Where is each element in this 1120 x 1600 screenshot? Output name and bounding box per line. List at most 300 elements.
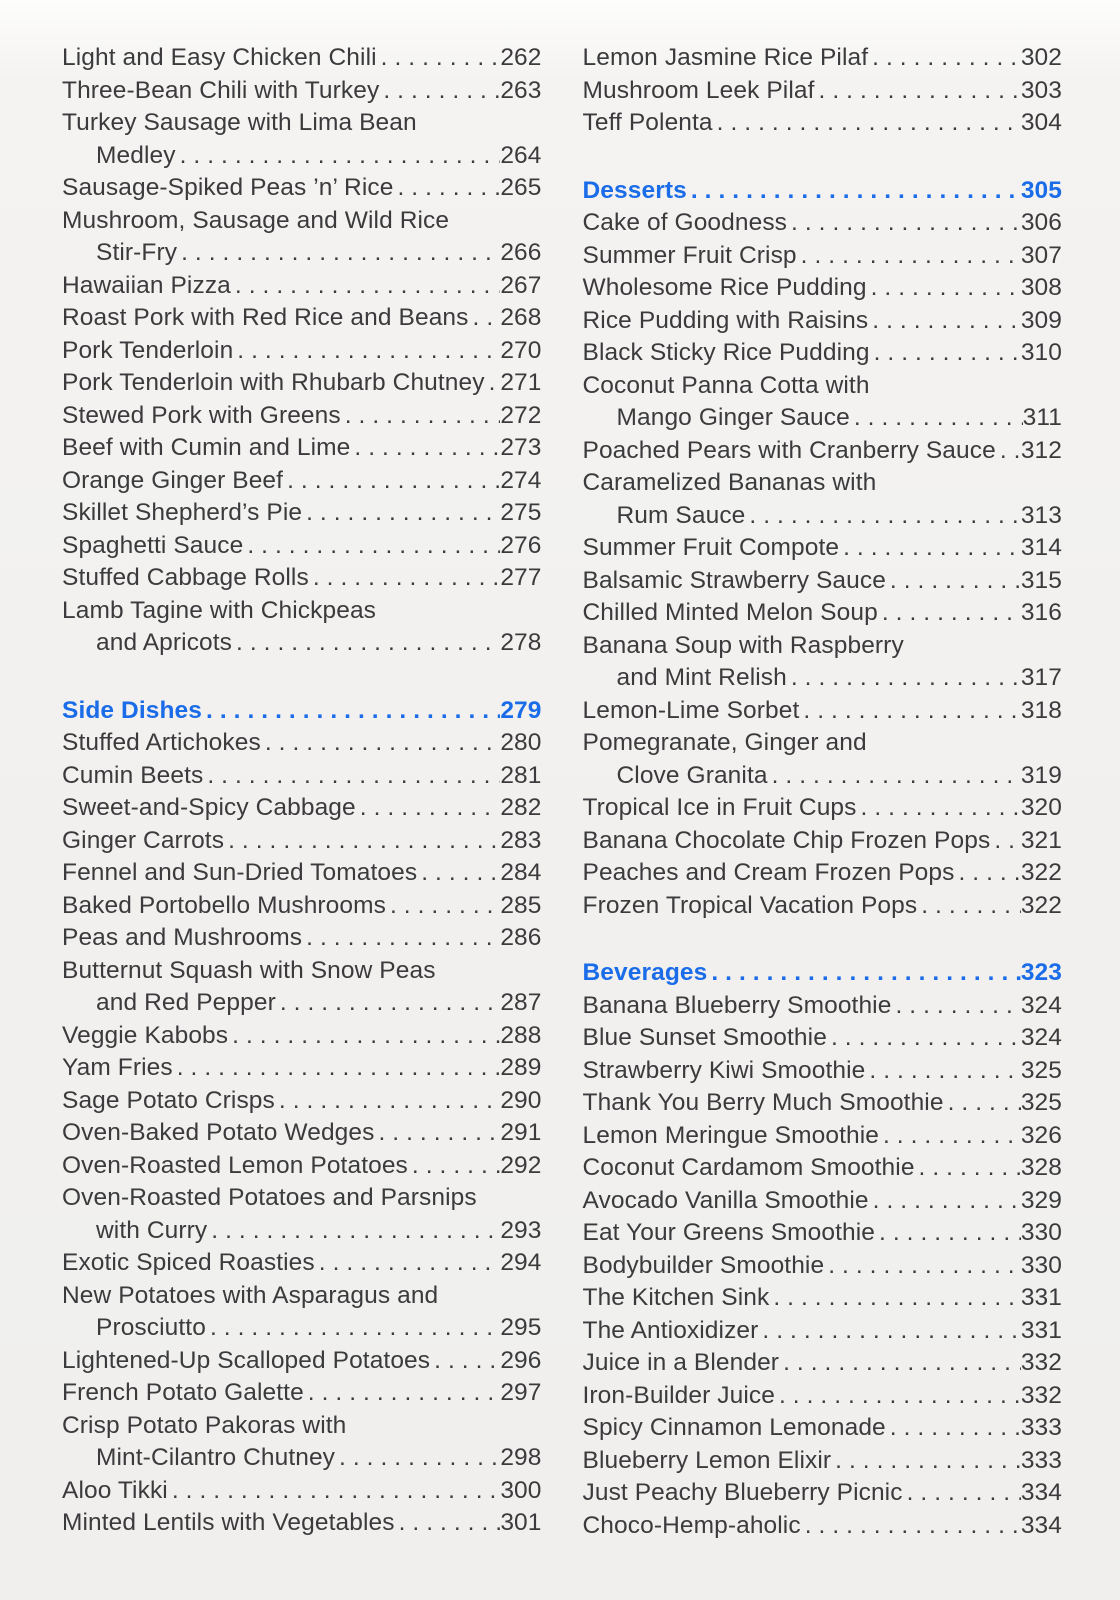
dot-leader [799, 695, 1020, 728]
entry-page-number: 289 [500, 1054, 542, 1081]
dot-leader [687, 175, 1021, 208]
entry-title-continuation: and Mint Relish [616, 664, 787, 691]
dot-leader [377, 42, 501, 75]
entry-title: Iron-Builder Juice [582, 1381, 775, 1409]
entry-title: Frozen Tropical Vacation Pops [582, 891, 918, 919]
entry-title: Yam Fries [62, 1054, 173, 1081]
toc-entry [62, 1377, 542, 1410]
toc-entry [583, 727, 1063, 760]
dot-leader [769, 1282, 1021, 1315]
entry-page-number: 292 [500, 1151, 542, 1179]
dot-leader [231, 270, 500, 303]
entry-title: Lemon Meringue Smoothie [582, 1121, 879, 1149]
entry-title: Black Sticky Rice Pudding [582, 339, 870, 366]
entry-page-number: 262 [500, 44, 542, 71]
entry-page-number: 324 [1020, 1024, 1062, 1051]
entry-title: Turkey Sausage with Lima Bean [62, 109, 417, 136]
entry-title: Eat Your Greens Smoothie [582, 1219, 875, 1246]
entry-title: The Kitchen Sink [582, 1284, 770, 1311]
toc-entry [62, 302, 542, 335]
entry-title-continuation: Clove Granita [616, 761, 768, 789]
entry-page-number: 322 [1020, 859, 1062, 886]
entry-title: French Potato Galette [62, 1379, 304, 1406]
toc-entry [62, 1182, 542, 1215]
toc-column-left [62, 42, 542, 1600]
entry-page-number: 333 [1020, 1414, 1062, 1441]
toc-entry [62, 172, 542, 205]
toc-entry [62, 75, 542, 108]
dot-leader [356, 792, 501, 825]
entry-page-number: 283 [500, 826, 542, 854]
entry-title: Lightened-Up Scalloped Potatoes [62, 1346, 431, 1374]
entry-title: Juice in a Blender [582, 1349, 780, 1376]
entry-page-number: 324 [1020, 991, 1062, 1019]
entry-page-number: 332 [1020, 1349, 1062, 1376]
dot-leader [393, 172, 500, 205]
entry-title: Banana Chocolate Chip Frozen Pops [582, 826, 991, 854]
dot-leader [801, 1510, 1021, 1543]
entry-title-continuation: Stir-Fry [96, 239, 178, 266]
dot-leader [875, 1217, 1021, 1250]
entry-title: Mushroom, Sausage and Wild Rice [62, 206, 450, 234]
dot-leader [891, 990, 1020, 1023]
entry-title: Just Peachy Blueberry Picnic [582, 1479, 903, 1506]
section-page-number: 279 [500, 696, 542, 724]
dot-leader [335, 1442, 500, 1475]
entry-page-number: 266 [500, 239, 542, 266]
toc-entry [62, 205, 542, 238]
entry-page-number: 326 [1020, 1121, 1062, 1149]
entry-title: Sweet-and-Spicy Cabbage [62, 794, 356, 821]
toc-entry [583, 1055, 1063, 1088]
entry-page-number: 287 [500, 989, 542, 1016]
dot-leader [915, 1152, 1021, 1185]
entry-page-number: 291 [500, 1119, 542, 1146]
dot-leader [868, 305, 1021, 338]
entry-page-number: 268 [500, 304, 542, 331]
toc-column-right [583, 42, 1063, 1600]
entry-page-number: 277 [500, 564, 542, 591]
entry-page-number: 334 [1020, 1479, 1062, 1506]
toc-entry [62, 1052, 542, 1085]
entry-title: Roast Pork with Red Rice and Beans [62, 304, 469, 331]
toc-entry [62, 367, 542, 400]
entry-page-number: 286 [500, 924, 542, 951]
dot-leader [868, 42, 1021, 75]
toc-entry-continuation [583, 500, 1063, 533]
entry-page-number: 312 [1020, 436, 1062, 464]
entry-page-number: 273 [500, 434, 542, 461]
entry-title: Summer Fruit Crisp [582, 241, 797, 269]
dot-leader [207, 1215, 500, 1248]
entry-title: Minted Lentils with Vegetables [62, 1509, 395, 1536]
entry-page-number: 270 [500, 336, 542, 364]
toc-entry [62, 270, 542, 303]
dot-leader [168, 1475, 500, 1508]
entry-page-number: 302 [1020, 44, 1062, 71]
entry-title-continuation: and Red Pepper [96, 989, 276, 1016]
toc-entry [62, 792, 542, 825]
toc-entry [583, 1087, 1063, 1120]
toc-entry [583, 1445, 1063, 1478]
entry-title: Pomegranate, Ginger and [582, 729, 867, 756]
toc-entry [62, 1150, 542, 1183]
toc-entry [583, 1120, 1063, 1153]
entry-page-number: 288 [500, 1021, 542, 1049]
entry-title-continuation: Mango Ginger Sauce [616, 404, 850, 431]
dot-leader [395, 1507, 501, 1540]
entry-page-number: 300 [500, 1476, 542, 1504]
toc-entry [583, 435, 1063, 468]
dot-leader [228, 1020, 500, 1053]
dot-leader [713, 107, 1021, 140]
section-title: Side Dishes [62, 696, 202, 724]
dot-leader [787, 662, 1021, 695]
entry-page-number: 303 [1020, 76, 1062, 104]
entry-title: Oven-Baked Potato Wedges [62, 1119, 375, 1146]
dot-leader [815, 75, 1021, 108]
dot-leader [176, 140, 501, 173]
dot-leader [867, 272, 1021, 305]
toc-entry [583, 597, 1063, 630]
entry-title: Caramelized Bananas with [582, 469, 877, 496]
dot-leader [430, 1345, 500, 1378]
entry-page-number: 267 [500, 271, 542, 299]
entry-title: Skillet Shepherd’s Pie [62, 499, 303, 526]
dot-leader [469, 302, 501, 335]
dot-leader [304, 1377, 501, 1410]
toc-entry [583, 1380, 1063, 1413]
toc-section-header [583, 957, 1063, 990]
toc-entry-continuation [62, 140, 542, 173]
entry-page-number: 325 [1020, 1089, 1062, 1116]
section-title: Desserts [582, 176, 687, 204]
entry-title: The Antioxidizer [582, 1316, 759, 1344]
toc-entry [583, 75, 1063, 108]
entry-title: Oven-Roasted Lemon Potatoes [62, 1151, 408, 1179]
dot-leader [177, 237, 500, 270]
toc-entry [62, 1475, 542, 1508]
toc-entry [62, 1020, 542, 1053]
entry-title: Veggie Kabobs [62, 1021, 229, 1049]
dot-leader [886, 1412, 1021, 1445]
entry-title: Butternut Squash with Snow Peas [62, 956, 436, 984]
toc-entry [583, 1510, 1063, 1543]
entry-title: Teff Polenta [582, 109, 713, 136]
dot-leader [173, 1052, 501, 1085]
dot-leader [944, 1087, 1021, 1120]
entry-title: Three-Bean Chili with Turkey [62, 76, 380, 104]
entry-title: Banana Soup with Raspberry [582, 631, 904, 659]
toc-entry [583, 1217, 1063, 1250]
entry-page-number: 282 [500, 794, 542, 821]
toc-entry [583, 1282, 1063, 1315]
toc-entry-continuation [62, 1312, 542, 1345]
entry-page-number: 276 [500, 531, 542, 559]
entry-title: Banana Blueberry Smoothie [582, 991, 892, 1019]
dot-leader [386, 890, 500, 923]
entry-title: Pork Tenderloin [62, 336, 234, 364]
dot-leader [315, 1247, 501, 1280]
toc-entry [583, 305, 1063, 338]
toc-entry [583, 1315, 1063, 1348]
entry-page-number: 308 [1020, 274, 1062, 301]
toc-entry [583, 565, 1063, 598]
toc-entry [62, 1280, 542, 1313]
dot-leader [707, 957, 1020, 990]
dot-leader [203, 760, 500, 793]
entry-page-number: 330 [1020, 1251, 1062, 1279]
dot-leader [485, 367, 501, 400]
toc-entry [62, 562, 542, 595]
dot-leader [341, 400, 501, 433]
entry-title: Pork Tenderloin with Rhubarb Chutney [62, 369, 485, 396]
dot-leader [233, 335, 500, 368]
toc-entry [62, 1085, 542, 1118]
entry-page-number: 293 [500, 1216, 542, 1244]
entry-title: Lemon-Lime Sorbet [582, 696, 800, 724]
entry-page-number: 309 [1020, 306, 1062, 334]
toc-entry [62, 857, 542, 890]
toc-entry [62, 400, 542, 433]
entry-title: Stewed Pork with Greens [62, 401, 341, 429]
entry-page-number: 328 [1020, 1154, 1062, 1181]
dot-leader [408, 1150, 500, 1183]
toc-section-header [583, 175, 1063, 208]
toc-entry-continuation [583, 402, 1063, 435]
dot-leader [302, 922, 500, 955]
entry-title-continuation: Medley [96, 141, 176, 169]
toc-entry [583, 42, 1063, 75]
entry-page-number: 263 [500, 76, 542, 104]
toc-entry-continuation [583, 760, 1063, 793]
toc-entry [62, 1345, 542, 1378]
entry-page-number: 315 [1020, 566, 1062, 594]
toc-entry [583, 990, 1063, 1023]
toc-entry [62, 727, 542, 760]
entry-page-number: 265 [500, 174, 542, 201]
entry-title: Fennel and Sun-Dried Tomatoes [62, 859, 418, 886]
dot-leader [865, 1055, 1020, 1088]
entry-page-number: 322 [1020, 891, 1062, 919]
entry-title-continuation: and Apricots [96, 629, 233, 656]
toc-entry [583, 1152, 1063, 1185]
entry-title: Choco-Hemp-aholic [582, 1511, 801, 1539]
entry-page-number: 333 [1020, 1446, 1062, 1474]
entry-title: Summer Fruit Compote [582, 534, 840, 561]
toc-entry [62, 1247, 542, 1280]
entry-title: Chilled Minted Melon Soup [582, 599, 878, 626]
entry-title: Hawaiian Pizza [62, 271, 231, 299]
toc-entry [583, 695, 1063, 728]
entry-page-number: 316 [1020, 599, 1062, 626]
toc-entry-continuation [62, 237, 542, 270]
entry-title: Stuffed Artichokes [62, 729, 261, 756]
dot-leader [824, 1250, 1021, 1283]
dot-leader [745, 500, 1020, 533]
dot-leader [224, 825, 500, 858]
toc-entry [583, 272, 1063, 305]
entry-page-number: 297 [500, 1379, 542, 1406]
entry-page-number: 274 [500, 466, 542, 494]
dot-leader [302, 497, 500, 530]
entry-title: Sage Potato Crisps [62, 1086, 275, 1114]
dot-leader [768, 760, 1021, 793]
entry-page-number: 320 [1020, 794, 1062, 821]
entry-page-number: 313 [1020, 501, 1062, 529]
dot-leader [886, 565, 1021, 598]
entry-page-number: 301 [500, 1509, 542, 1536]
toc-entry [583, 337, 1063, 370]
entry-page-number: 331 [1020, 1316, 1062, 1344]
toc-entry [583, 1412, 1063, 1445]
entry-title: Poached Pears with Cranberry Sauce [582, 436, 996, 464]
entry-title-continuation: Prosciutto [96, 1314, 206, 1341]
entry-title: Spicy Cinnamon Lemonade [582, 1414, 886, 1441]
entry-title: Lemon Jasmine Rice Pilaf [582, 44, 869, 71]
dot-leader [275, 1085, 500, 1118]
entry-title: Tropical Ice in Fruit Cups [582, 794, 857, 821]
toc-section-header [62, 695, 542, 728]
dot-leader [996, 435, 1021, 468]
dot-leader [379, 75, 500, 108]
dot-leader [903, 1477, 1021, 1510]
toc-entry [62, 42, 542, 75]
dot-leader [779, 1347, 1021, 1380]
dot-leader [202, 695, 500, 728]
toc-entry [583, 240, 1063, 273]
entry-page-number: 306 [1020, 209, 1062, 236]
entry-title: Stuffed Cabbage Rolls [62, 564, 309, 591]
toc-entry [62, 432, 542, 465]
toc-entry [62, 890, 542, 923]
toc-entry-continuation [62, 1442, 542, 1475]
toc-entry [583, 1185, 1063, 1218]
toc-entry [583, 630, 1063, 663]
entry-title: Blue Sunset Smoothie [582, 1024, 827, 1051]
entry-title: Coconut Cardamom Smoothie [582, 1154, 915, 1181]
toc-entry [62, 335, 542, 368]
entry-page-number: 294 [500, 1249, 542, 1276]
entry-page-number: 329 [1020, 1186, 1062, 1214]
entry-page-number: 278 [500, 629, 542, 656]
toc-entry [583, 370, 1063, 403]
entry-title: Mushroom Leek Pilaf [582, 76, 815, 104]
entry-page-number: 264 [500, 141, 542, 169]
dot-leader [261, 727, 500, 760]
entry-page-number: 317 [1020, 664, 1062, 691]
entry-title: Coconut Panna Cotta with [582, 371, 870, 399]
toc-entry [583, 467, 1063, 500]
entry-title: Spaghetti Sauce [62, 531, 244, 559]
toc-entry-continuation [62, 627, 542, 660]
toc-entry [62, 1117, 542, 1150]
dot-leader [990, 825, 1021, 858]
toc-entry [62, 922, 542, 955]
entry-page-number: 290 [500, 1086, 542, 1114]
entry-page-number: 318 [1020, 696, 1062, 724]
entry-page-number: 285 [500, 891, 542, 919]
entry-title: Rice Pudding with Raisins [582, 306, 869, 334]
dot-leader [309, 562, 500, 595]
dot-leader [839, 532, 1021, 565]
toc-entry [583, 1022, 1063, 1055]
entry-title-continuation: with Curry [96, 1216, 208, 1244]
entry-page-number: 275 [500, 499, 542, 526]
dot-leader [787, 207, 1021, 240]
section-page-number: 305 [1020, 176, 1062, 204]
entry-page-number: 310 [1020, 339, 1062, 366]
dot-leader [850, 402, 1023, 435]
toc-entry [62, 465, 542, 498]
dot-leader [917, 890, 1021, 923]
entry-title: Crisp Potato Pakoras with [62, 1411, 347, 1439]
dot-leader [243, 530, 500, 563]
toc-entry [583, 857, 1063, 890]
entry-page-number: 334 [1020, 1511, 1062, 1539]
entry-title: Strawberry Kiwi Smoothie [582, 1056, 866, 1084]
dot-leader [954, 857, 1020, 890]
entry-page-number: 332 [1020, 1381, 1062, 1409]
toc-entry-continuation [62, 987, 542, 1020]
entry-title: Beef with Cumin and Lime [62, 434, 351, 461]
entry-title: Baked Portobello Mushrooms [62, 891, 386, 919]
dot-leader [417, 857, 500, 890]
entry-title: Wholesome Rice Pudding [582, 274, 867, 301]
dot-leader [232, 627, 500, 660]
entry-page-number: 331 [1020, 1284, 1062, 1311]
dot-leader [283, 465, 500, 498]
entry-page-number: 314 [1020, 534, 1062, 561]
entry-page-number: 295 [500, 1314, 542, 1341]
dot-leader [775, 1380, 1021, 1413]
entry-page-number: 281 [500, 761, 542, 789]
entry-page-number: 321 [1020, 826, 1062, 854]
toc-entry [62, 1507, 542, 1540]
entry-page-number: 307 [1020, 241, 1062, 269]
entry-page-number: 311 [1022, 404, 1062, 431]
toc-entry [62, 530, 542, 563]
entry-page-number: 325 [1020, 1056, 1062, 1084]
toc-entry [583, 1250, 1063, 1283]
entry-page-number: 304 [1020, 109, 1062, 136]
entry-title: Aloo Tikki [62, 1476, 168, 1504]
entry-page-number: 272 [500, 401, 542, 429]
toc-entry [583, 532, 1063, 565]
entry-page-number: 298 [500, 1444, 542, 1471]
entry-page-number: 330 [1020, 1219, 1062, 1246]
toc-entry [583, 107, 1063, 140]
dot-leader [758, 1315, 1020, 1348]
toc-entry [62, 825, 542, 858]
dot-leader [857, 792, 1021, 825]
toc-entry [583, 1347, 1063, 1380]
section-title: Beverages [582, 959, 708, 986]
toc-entry [62, 107, 542, 140]
dot-leader [797, 240, 1021, 273]
dot-leader [827, 1022, 1021, 1055]
toc-entry [62, 1410, 542, 1443]
entry-page-number: 280 [500, 729, 542, 756]
toc-entry-continuation [583, 662, 1063, 695]
dot-leader [276, 987, 500, 1020]
toc-entry [62, 595, 542, 628]
entry-title: New Potatoes with Asparagus and [62, 1281, 439, 1309]
toc-entry [583, 1477, 1063, 1510]
entry-title: Exotic Spiced Roasties [62, 1249, 315, 1276]
toc-entry [583, 825, 1063, 858]
dot-leader [374, 1117, 500, 1150]
